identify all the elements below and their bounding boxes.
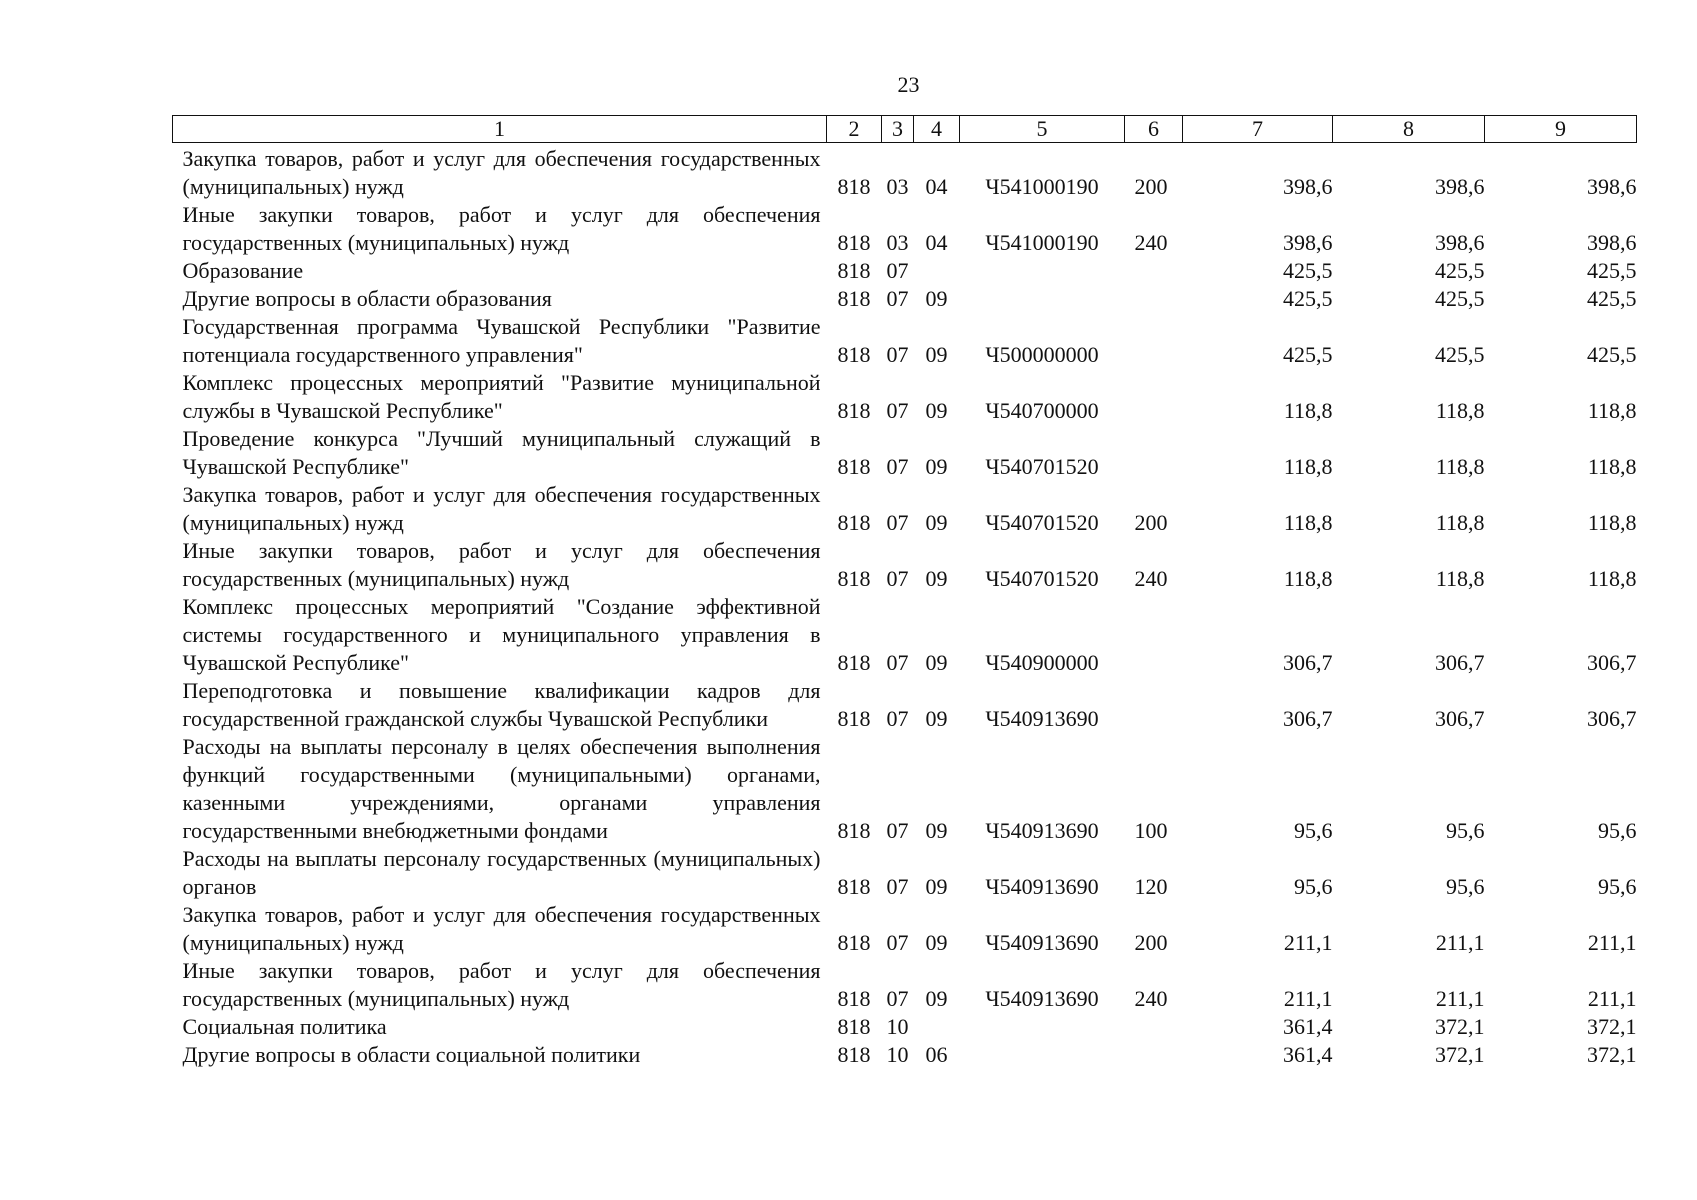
row-subsection: 09 (925, 650, 948, 675)
col-header-7: 7 (1183, 116, 1333, 143)
row-target-item: Ч541000190 (985, 174, 1099, 199)
row-amount-year3: 95,6 (1598, 818, 1637, 843)
col-header-4: 4 (914, 116, 960, 143)
row-amount-year2: 118,8 (1435, 510, 1485, 535)
row-description: Другие вопросы в области образования (182, 286, 552, 311)
row-amount-year2: 211,1 (1435, 930, 1485, 955)
row-subsection: 09 (925, 398, 948, 423)
table-row (173, 677, 1637, 733)
row-ministry-code: 818 (837, 706, 871, 731)
row-section: 07 (886, 874, 909, 899)
row-ministry-code: 818 (837, 1014, 871, 1039)
row-expense-type (1125, 677, 1183, 733)
row-subsection: 09 (925, 566, 948, 591)
row-section: 07 (886, 286, 909, 311)
row-section: 07 (886, 986, 909, 1011)
row-target-item: Ч541000190 (985, 230, 1099, 255)
row-expense-type (1125, 1013, 1183, 1041)
table-row (173, 593, 1637, 677)
row-expense-type: 100 (1134, 818, 1168, 843)
row-subsection: 09 (925, 930, 948, 955)
row-amount-year2: 118,8 (1435, 454, 1485, 479)
row-target-item: Ч540913690 (985, 706, 1099, 731)
row-section: 07 (886, 566, 909, 591)
row-amount-year3: 398,6 (1587, 174, 1637, 199)
row-amount-year1: 95,6 (1294, 874, 1333, 899)
row-description: Комплекс процессных мероприятий "Развитие муниципальной службы в Чувашской Республике" (182, 370, 821, 423)
row-subsection: 06 (925, 1042, 948, 1067)
row-expense-type: 240 (1134, 566, 1168, 591)
budget-table (172, 115, 1637, 1069)
row-amount-year1: 398,6 (1283, 230, 1333, 255)
row-subsection: 09 (925, 286, 948, 311)
row-ministry-code: 818 (837, 398, 871, 423)
header-row (173, 116, 1637, 143)
table-row (173, 143, 1637, 202)
row-ministry-code: 818 (837, 258, 871, 283)
row-amount-year2: 425,5 (1435, 342, 1485, 367)
row-amount-year1: 425,5 (1283, 342, 1333, 367)
table-row (173, 481, 1637, 537)
row-amount-year1: 211,1 (1283, 930, 1333, 955)
table-row (173, 285, 1637, 313)
col-header-1: 1 (173, 116, 827, 143)
row-subsection: 04 (925, 230, 948, 255)
row-ministry-code: 818 (837, 230, 871, 255)
row-target-item: Ч540900000 (985, 650, 1099, 675)
row-ministry-code: 818 (837, 510, 871, 535)
page-number: 23 (897, 72, 920, 97)
row-target-item: Ч540913690 (985, 874, 1099, 899)
row-subsection: 09 (925, 874, 948, 899)
row-subsection: 09 (925, 986, 948, 1011)
row-description: Комплекс процессных мероприятий "Создание эффективной системы государственного и муниципального управления в Чувашской Республике" (182, 594, 821, 675)
table-row (173, 201, 1637, 257)
row-amount-year1: 118,8 (1283, 398, 1333, 423)
table-row (173, 845, 1637, 901)
row-amount-year3: 425,5 (1587, 342, 1637, 367)
row-amount-year1: 425,5 (1283, 286, 1333, 311)
row-subsection (914, 1013, 960, 1041)
row-description: Образование (182, 258, 304, 283)
row-target-item: Ч540913690 (985, 986, 1099, 1011)
table-row (173, 537, 1637, 593)
row-target-item: Ч500000000 (985, 342, 1099, 367)
table-row (173, 313, 1637, 369)
row-subsection: 09 (925, 510, 948, 535)
row-amount-year1: 306,7 (1283, 706, 1333, 731)
row-expense-type (1125, 313, 1183, 369)
row-amount-year3: 118,8 (1587, 510, 1637, 535)
row-section: 10 (886, 1042, 909, 1067)
table-row (173, 733, 1637, 845)
row-expense-type: 200 (1134, 174, 1168, 199)
row-amount-year2: 306,7 (1435, 706, 1485, 731)
row-description: Расходы на выплаты персоналу в целях обеспечения выполнения функций государственными (муниципальными) органами, казенными учреждениями, органами управления государственными внебюджетными фондами (182, 734, 821, 843)
row-section: 07 (886, 258, 909, 283)
table-row (173, 957, 1637, 1013)
row-amount-year2: 118,8 (1435, 566, 1485, 591)
row-description: Другие вопросы в области социальной политики (182, 1042, 641, 1067)
row-amount-year2: 398,6 (1435, 230, 1485, 255)
row-amount-year1: 398,6 (1283, 174, 1333, 199)
row-description: Социальная политика (182, 1014, 387, 1039)
row-ministry-code: 818 (837, 1042, 871, 1067)
row-amount-year3: 425,5 (1587, 258, 1637, 283)
row-subsection: 09 (925, 342, 948, 367)
row-amount-year3: 398,6 (1587, 230, 1637, 255)
row-description: Иные закупки товаров, работ и услуг для обеспечения государственных (муниципальных) нужд (182, 958, 821, 1011)
col-header-8: 8 (1333, 116, 1485, 143)
row-subsection: 04 (925, 174, 948, 199)
row-ministry-code: 818 (837, 454, 871, 479)
col-header-9: 9 (1485, 116, 1637, 143)
row-ministry-code: 818 (837, 286, 871, 311)
row-expense-type: 200 (1134, 930, 1168, 955)
row-expense-type (1125, 425, 1183, 481)
row-expense-type (1125, 593, 1183, 677)
row-target-item: Ч540913690 (985, 818, 1099, 843)
row-amount-year2: 372,1 (1435, 1042, 1485, 1067)
row-subsection (914, 257, 960, 285)
row-subsection: 09 (925, 818, 948, 843)
table-row (173, 1041, 1637, 1069)
row-ministry-code: 818 (837, 566, 871, 591)
row-section: 07 (886, 342, 909, 367)
row-amount-year1: 306,7 (1283, 650, 1333, 675)
row-target-item: Ч540701520 (985, 566, 1099, 591)
table-row (173, 257, 1637, 285)
row-target-item: Ч540700000 (985, 398, 1099, 423)
row-amount-year3: 118,8 (1587, 566, 1637, 591)
row-amount-year3: 118,8 (1587, 398, 1637, 423)
row-section: 07 (886, 510, 909, 535)
row-amount-year1: 211,1 (1283, 986, 1333, 1011)
row-amount-year2: 425,5 (1435, 286, 1485, 311)
row-target-item: Ч540701520 (985, 510, 1099, 535)
row-target-item: Ч540701520 (985, 454, 1099, 479)
row-amount-year1: 95,6 (1294, 818, 1333, 843)
row-amount-year1: 361,4 (1283, 1042, 1333, 1067)
row-amount-year2: 211,1 (1435, 986, 1485, 1011)
row-amount-year1: 118,8 (1283, 510, 1333, 535)
row-target-item (960, 285, 1125, 313)
row-amount-year3: 118,8 (1587, 454, 1637, 479)
row-section: 07 (886, 454, 909, 479)
row-description: Переподготовка и повышение квалификации кадров для государственной гражданской службы Чувашской Республики (182, 678, 821, 731)
row-section: 03 (886, 230, 909, 255)
row-expense-type: 200 (1134, 510, 1168, 535)
row-section: 07 (886, 930, 909, 955)
row-description: Расходы на выплаты персоналу государственных (муниципальных) органов (182, 846, 821, 899)
row-description: Иные закупки товаров, работ и услуг для обеспечения государственных (муниципальных) нужд (182, 538, 821, 591)
row-ministry-code: 818 (837, 874, 871, 899)
row-ministry-code: 818 (837, 174, 871, 199)
row-amount-year1: 361,4 (1283, 1014, 1333, 1039)
row-expense-type (1125, 257, 1183, 285)
row-amount-year2: 425,5 (1435, 258, 1485, 283)
row-ministry-code: 818 (837, 342, 871, 367)
row-section: 07 (886, 818, 909, 843)
row-amount-year1: 118,8 (1283, 566, 1333, 591)
table-row (173, 425, 1637, 481)
row-amount-year3: 95,6 (1598, 874, 1637, 899)
row-target-item (960, 1013, 1125, 1041)
col-header-2: 2 (827, 116, 882, 143)
row-section: 03 (886, 174, 909, 199)
row-description: Закупка товаров, работ и услуг для обеспечения государственных (муниципальных) нужд (182, 146, 821, 199)
row-amount-year2: 95,6 (1446, 818, 1485, 843)
row-section: 07 (886, 706, 909, 731)
row-expense-type (1125, 1041, 1183, 1069)
table-row (173, 1013, 1637, 1041)
table-body (173, 143, 1637, 1070)
row-target-item (960, 1041, 1125, 1069)
row-amount-year2: 306,7 (1435, 650, 1485, 675)
row-amount-year2: 118,8 (1435, 398, 1485, 423)
row-amount-year2: 398,6 (1435, 174, 1485, 199)
row-ministry-code: 818 (837, 650, 871, 675)
row-expense-type (1125, 285, 1183, 313)
row-amount-year3: 306,7 (1587, 706, 1637, 731)
row-amount-year1: 425,5 (1283, 258, 1333, 283)
row-section: 07 (886, 650, 909, 675)
row-description: Иные закупки товаров, работ и услуг для обеспечения государственных (муниципальных) нужд (182, 202, 821, 255)
row-expense-type: 240 (1134, 986, 1168, 1011)
row-target-item (960, 257, 1125, 285)
row-expense-type (1125, 369, 1183, 425)
row-description: Закупка товаров, работ и услуг для обеспечения государственных (муниципальных) нужд (182, 482, 821, 535)
row-description: Государственная программа Чувашской Республики "Развитие потенциала государственного управления" (182, 314, 821, 367)
row-amount-year3: 306,7 (1587, 650, 1637, 675)
row-amount-year3: 372,1 (1587, 1042, 1637, 1067)
table-row (173, 369, 1637, 425)
row-subsection: 09 (925, 706, 948, 731)
row-target-item: Ч540913690 (985, 930, 1099, 955)
row-expense-type: 240 (1134, 230, 1168, 255)
row-ministry-code: 818 (837, 818, 871, 843)
row-ministry-code: 818 (837, 930, 871, 955)
row-section: 07 (886, 398, 909, 423)
row-amount-year3: 425,5 (1587, 286, 1637, 311)
table-row (173, 901, 1637, 957)
row-description: Проведение конкурса "Лучший муниципальный служащий в Чувашской Республике" (182, 426, 821, 479)
row-section: 10 (886, 1014, 909, 1039)
col-header-5: 5 (960, 116, 1125, 143)
row-amount-year1: 118,8 (1283, 454, 1333, 479)
col-header-3: 3 (882, 116, 914, 143)
row-ministry-code: 818 (837, 986, 871, 1011)
row-amount-year2: 95,6 (1446, 874, 1485, 899)
row-amount-year3: 211,1 (1587, 930, 1637, 955)
row-amount-year3: 211,1 (1587, 986, 1637, 1011)
row-expense-type: 120 (1134, 874, 1168, 899)
row-amount-year2: 372,1 (1435, 1014, 1485, 1039)
row-subsection: 09 (925, 454, 948, 479)
col-header-6: 6 (1125, 116, 1183, 143)
row-amount-year3: 372,1 (1587, 1014, 1637, 1039)
row-description: Закупка товаров, работ и услуг для обеспечения государственных (муниципальных) нужд (182, 902, 821, 955)
